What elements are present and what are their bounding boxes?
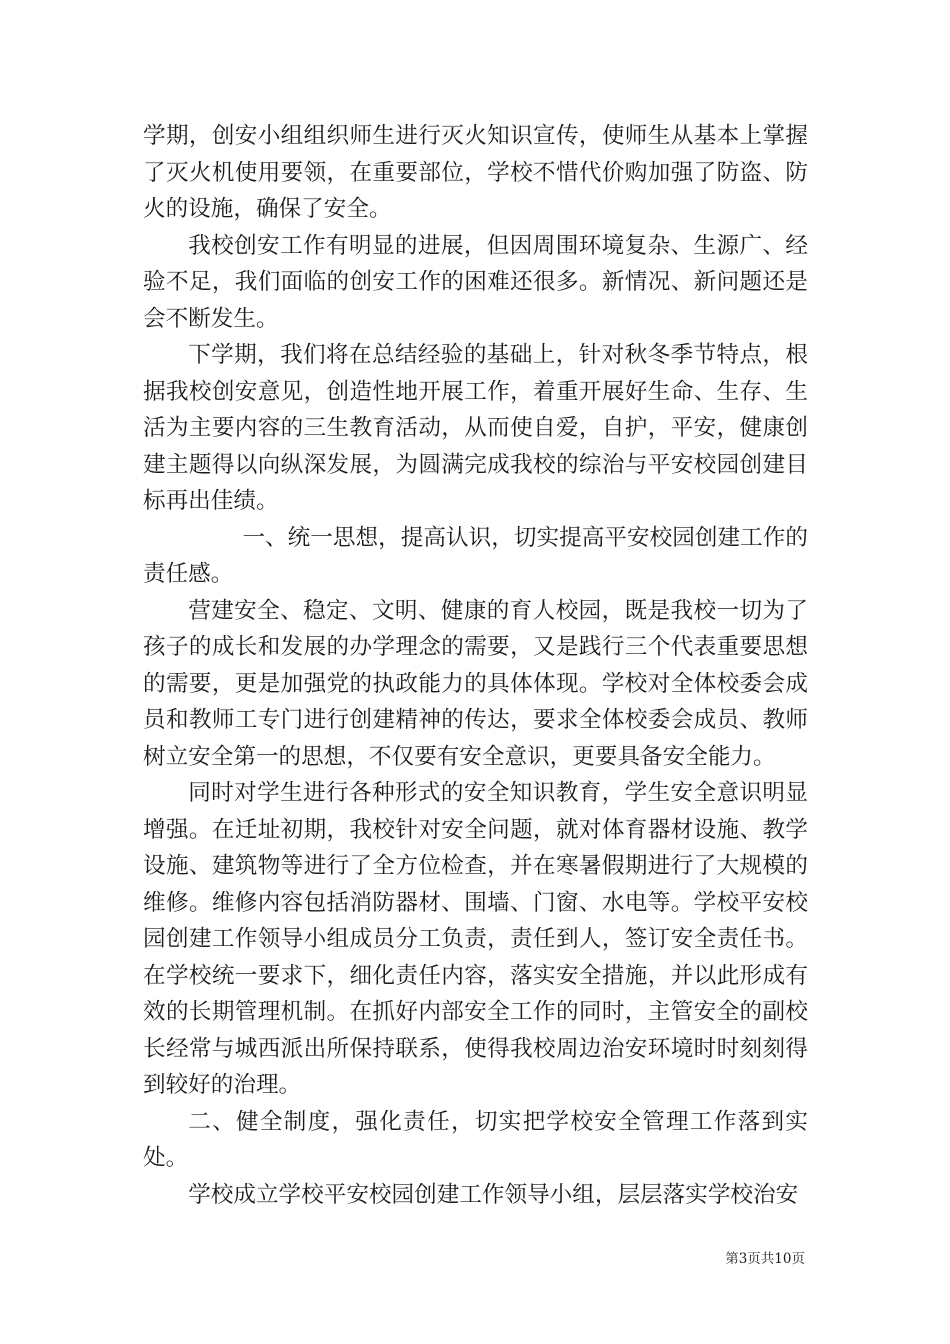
paragraph-4: 营建安全、稳定、文明、健康的育人校园，既是我校一切为了孩子的成长和发展的办学理念的需要，又是践行三个代表重要思想的需要，更是加强党的执政能力的具体体现。学校对全体校委会成员和教师工专门进行创建精神的传达，要求全体校委会成员、教师树立安全第一的思想，不仅要有安全意识，更要具备安全能力。 [143, 597, 808, 770]
page-number: 第3页共10页 [725, 1251, 805, 1267]
document-body [143, 118, 808, 1213]
paragraph-2: 我校创安工作有明显的进展，但因周围环境复杂、生源广、经验不足，我们面临的创安工作的困难还很多。新情况、新问题还是会不断发生。 [143, 232, 808, 332]
paragraph-1: 学期，创安小组组织师生进行灭火知识宣传，使师生从基本上掌握了灭火机使用要领，在重要部位，学校不惜代价购加强了防盗、防火的设施，确保了安全。 [143, 123, 808, 222]
section-heading-1: 一、统一思想，提高认识，切实提高平安校园创建工作的责任感。 [143, 524, 808, 587]
paragraph-5: 同时对学生进行各种形式的安全知识教育，学生安全意识明显增强。在迁址初期，我校针对安全问题，就对体育器材设施、教学设施、建筑物等进行了全方位检查，并在寒暑假期进行了大规模的维修。维修内容包括消防器材、围墙、门窗、水电等。学校平安校园创建工作领导小组成员分工负责，责任到人，签订安全责任书。在学校统一要求下，细化责任内容，落实安全措施，并以此形成有效的长期管理机制。在抓好内部安全工作的同时，主管安全的副校长经常与城西派出所保持联系，使得我校周边治安环境时时刻刻得到较好的治理。 [143, 780, 808, 1098]
paragraph-6: 学校成立学校平安校园创建工作领导小组，层层落实学校治安 [188, 1181, 799, 1208]
paragraph-3: 下学期，我们将在总结经验的基础上，针对秋冬季节特点，根据我校创安意见，创造性地开展工作，着重开展好生命、生存、生活为主要内容的三生教育活动，从而使自爱，自护，平安，健康创建主题得以向纵深发展，为圆满完成我校的综治与平安校园创建目标再出佳绩。 [143, 342, 808, 514]
section-heading-2: 二、健全制度，强化责任，切实把学校安全管理工作落到实处。 [143, 1108, 808, 1171]
